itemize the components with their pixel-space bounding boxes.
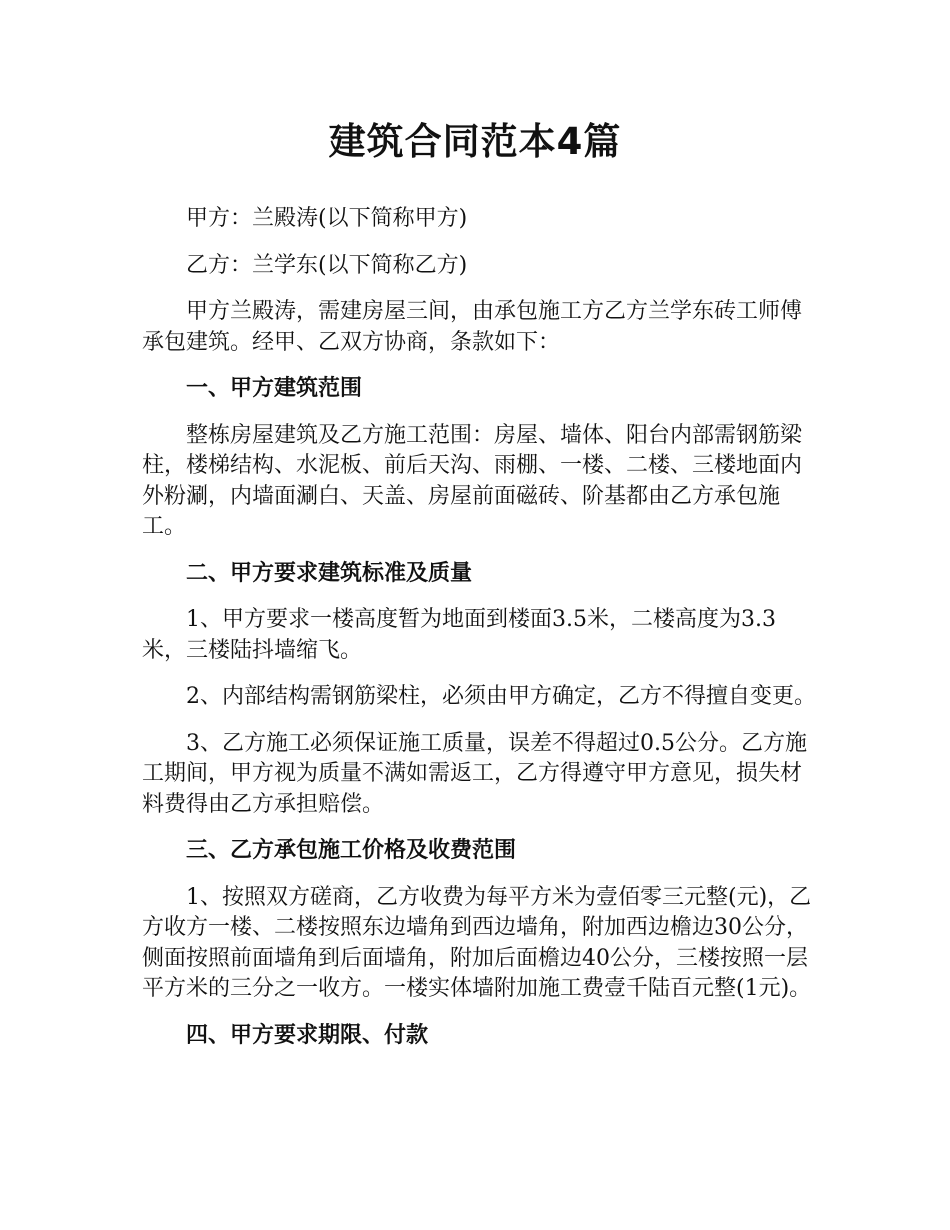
section-2-paragraph-2: 2、内部结构需钢筋梁柱，必须由甲方确定，乙方不得擅自变更。	[186, 684, 816, 709]
intro-paragraph: 甲方兰殿涛，需建房屋三间，由承包施工方乙方兰学东砖工师傅承包建筑。经甲、乙双方协商，条款如下：	[142, 299, 803, 355]
section-2-paragraph-3: 3、乙方施工必须保证施工质量，误差不得超过0.5公分。乙方施工期间，甲方视为质量不满如需返工，乙方得遵守甲方意见，损失材料费得由乙方承担赔偿。	[142, 730, 807, 817]
document-body	[142, 204, 818, 1067]
section-1-paragraph: 整栋房屋建筑及乙方施工范围：房屋、墙体、阳台内部需钢筋梁柱，楼梯结构、水泥板、前后天沟、雨棚、一楼、二楼、三楼地面内外粉涮，内墙面涮白、天盖、房屋前面磁砖、阶基都由乙方承包施工。	[142, 422, 803, 539]
section-heading-4: 四、甲方要求期限、付款	[186, 1022, 429, 1048]
section-heading-1: 一、甲方建筑范围	[186, 376, 363, 401]
section-heading-2: 二、甲方要求建筑标准及质量	[186, 560, 473, 586]
section-3-paragraph-1: 1、按照双方磋商，乙方收费为每平方米为壹佰零三元整(元)，乙方收方一楼、二楼按照东边墙角到西边墙角，附加西边檐边30公分，侧面按照前面墙角到后面墙角，附加后面檐边40公分，三楼按照一层平方米的三分之一收方。一楼实体墙附加施工费壹千陆百元整(1元)。	[142, 884, 812, 1001]
section-2-paragraph-1: 1、甲方要求一楼高度暂为地面到楼面3.5米，二楼高度为3.3米，三楼陆抖墙缩飞。	[142, 607, 776, 663]
party-b-line: 乙方：兰学东(以下简称乙方)	[186, 252, 468, 278]
party-a-line: 甲方：兰殿涛(以下简称甲方)	[186, 206, 468, 231]
document-title: 建筑合同范本4篇	[328, 120, 622, 163]
section-heading-3: 三、乙方承包施工价格及收费范围	[186, 838, 517, 863]
